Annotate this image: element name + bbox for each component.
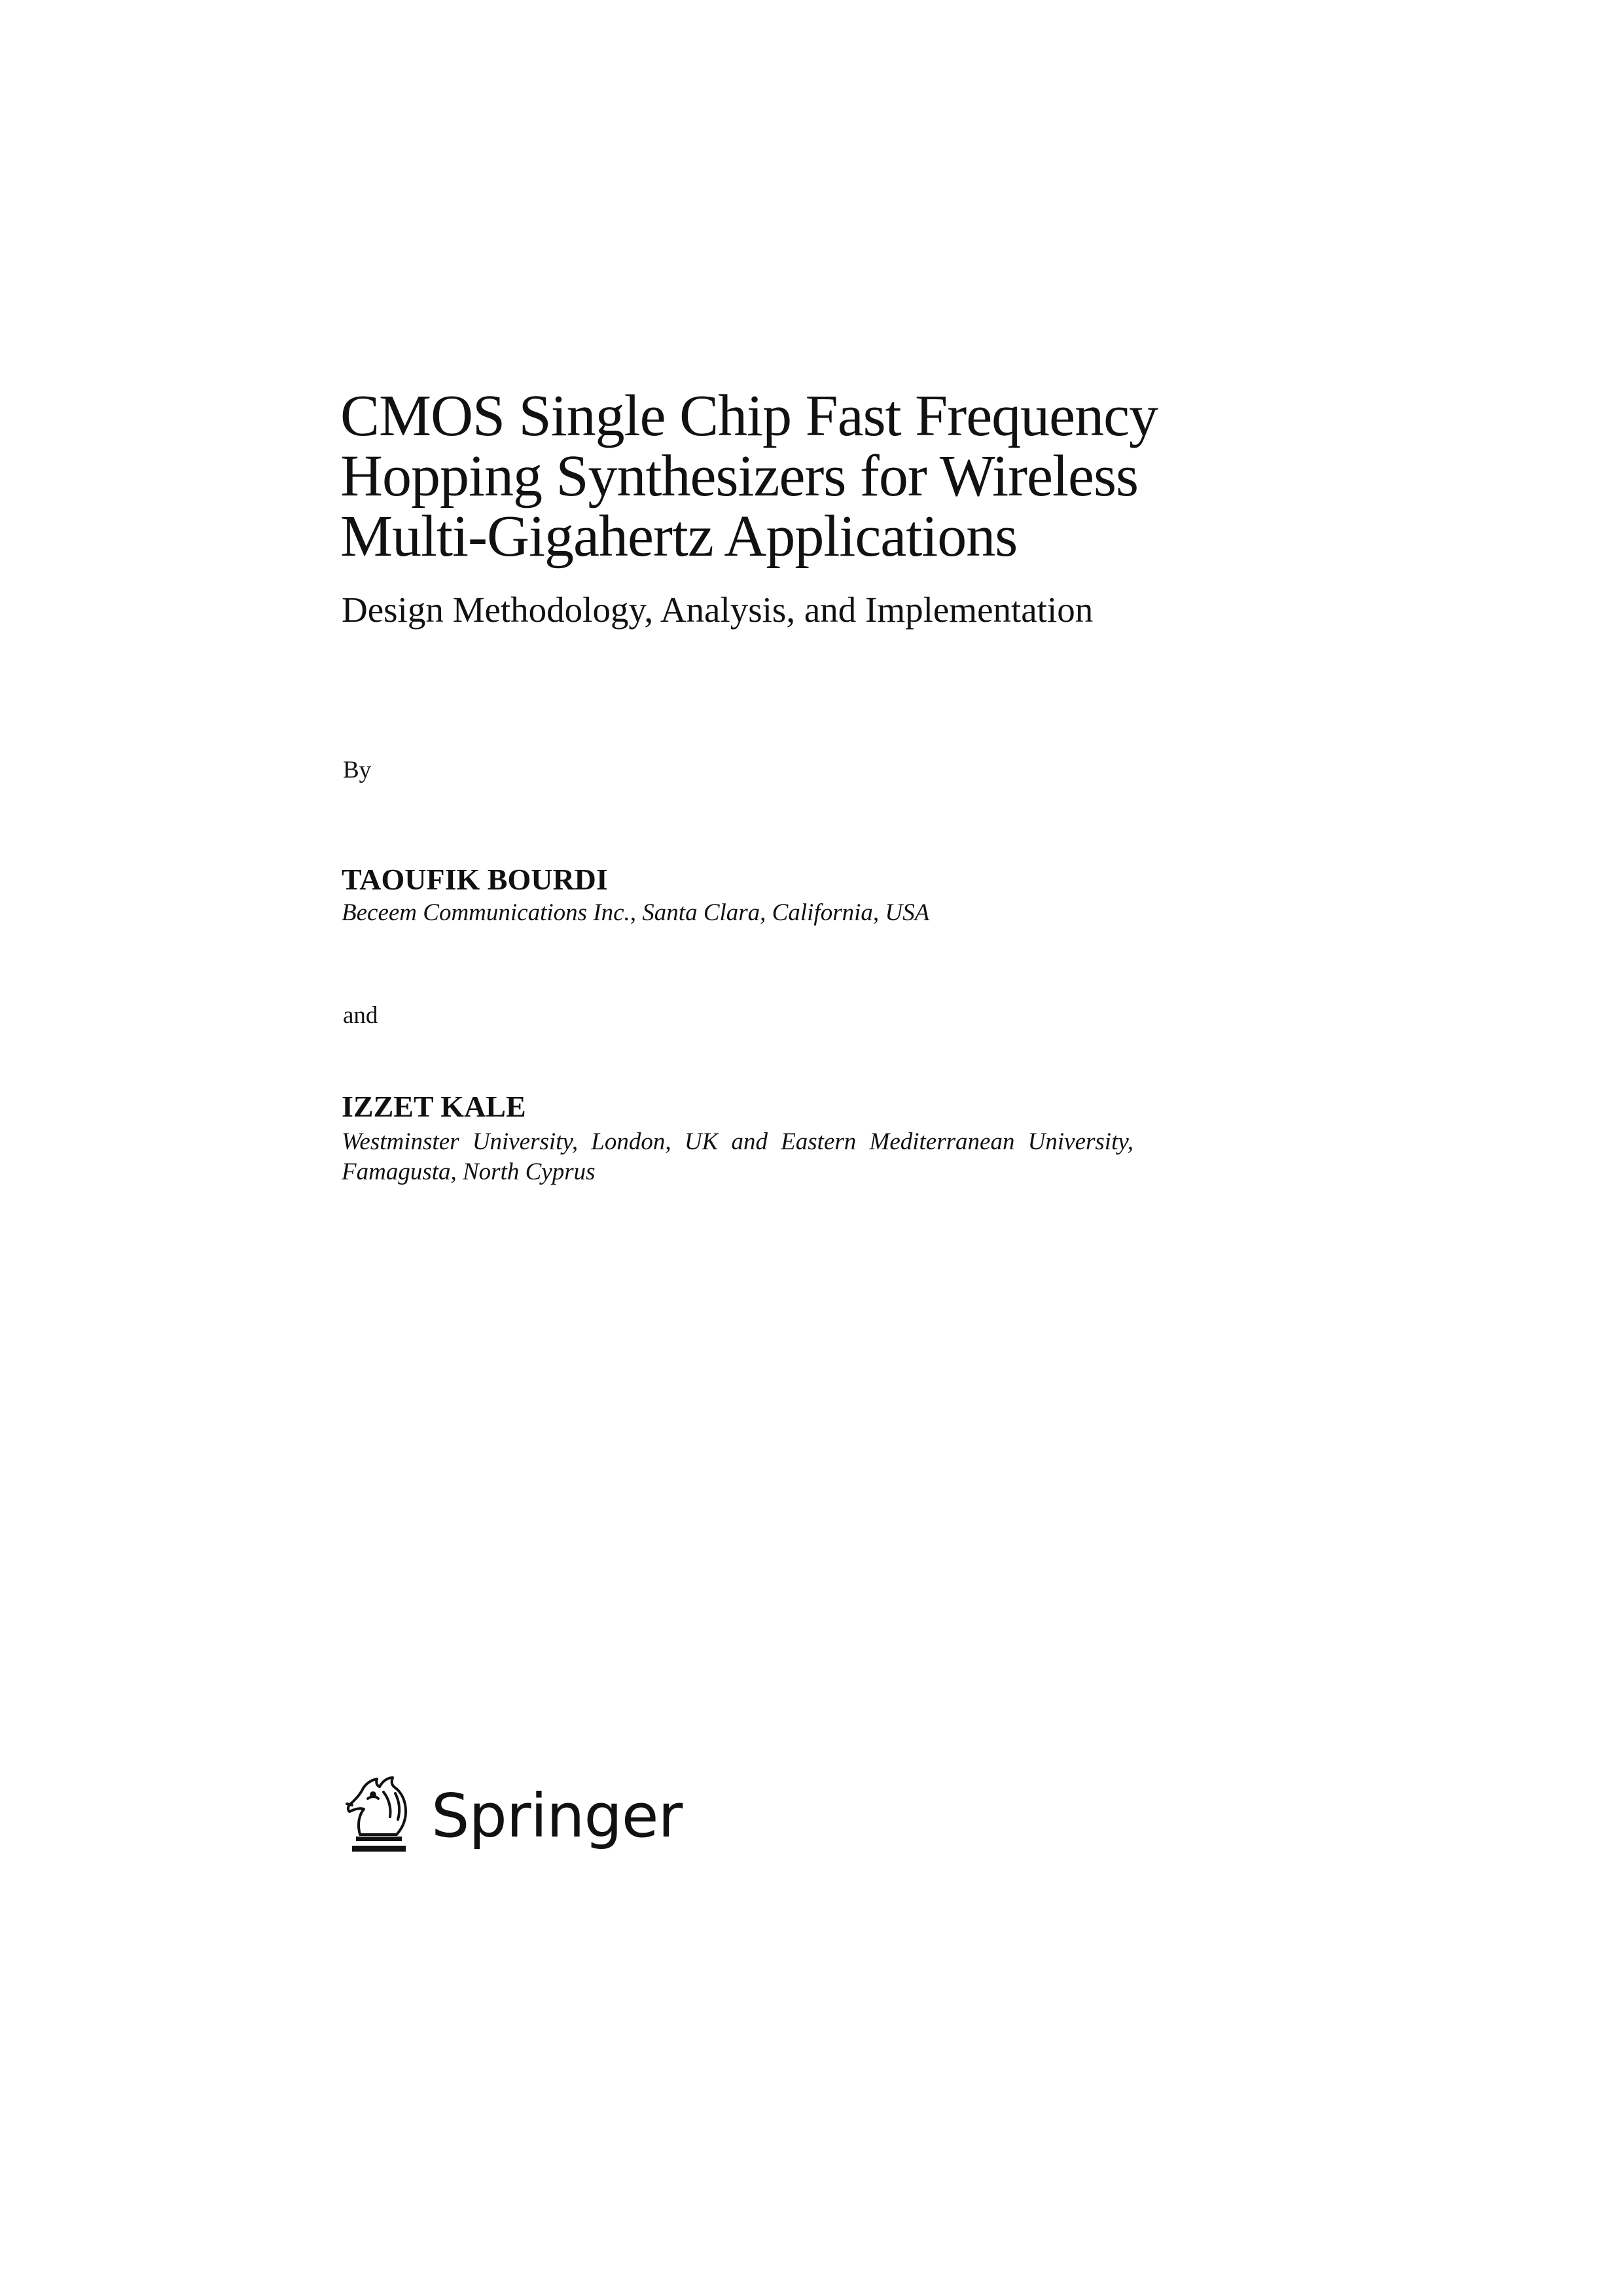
- author-affiliation-2-line-1: Westminster University, London, UK and Eastern Mediterranean University,: [342, 1128, 1133, 1155]
- and-label: and: [343, 1002, 378, 1029]
- by-label: By: [343, 757, 372, 783]
- book-title-line-2: Hopping Synthesizers for Wireless: [340, 444, 1139, 509]
- book-title: [340, 386, 1257, 567]
- author-affiliation-2: [342, 1127, 1133, 1187]
- book-subtitle: Design Methodology, Analysis, and Implementation: [342, 590, 1094, 630]
- author-affiliation-1-line-1: Beceem Communications Inc., Santa Clara, California, USA: [342, 899, 930, 926]
- knight-horse-head-icon: [340, 1772, 416, 1861]
- book-title-line-3: Multi-Gigahertz Applications: [340, 504, 1018, 569]
- author-name-2: IZZET KALE: [342, 1090, 526, 1123]
- author-name-1: TAOUFIK BOURDI: [342, 863, 608, 896]
- publisher-name: Springer: [431, 1781, 683, 1851]
- author-affiliation-2-line-2: Famagusta, North Cyprus: [342, 1158, 596, 1185]
- book-title-line-1: CMOS Single Chip Fast Frequency: [340, 384, 1158, 448]
- publisher-imprint: [340, 1767, 682, 1865]
- author-affiliation-1: [342, 898, 929, 928]
